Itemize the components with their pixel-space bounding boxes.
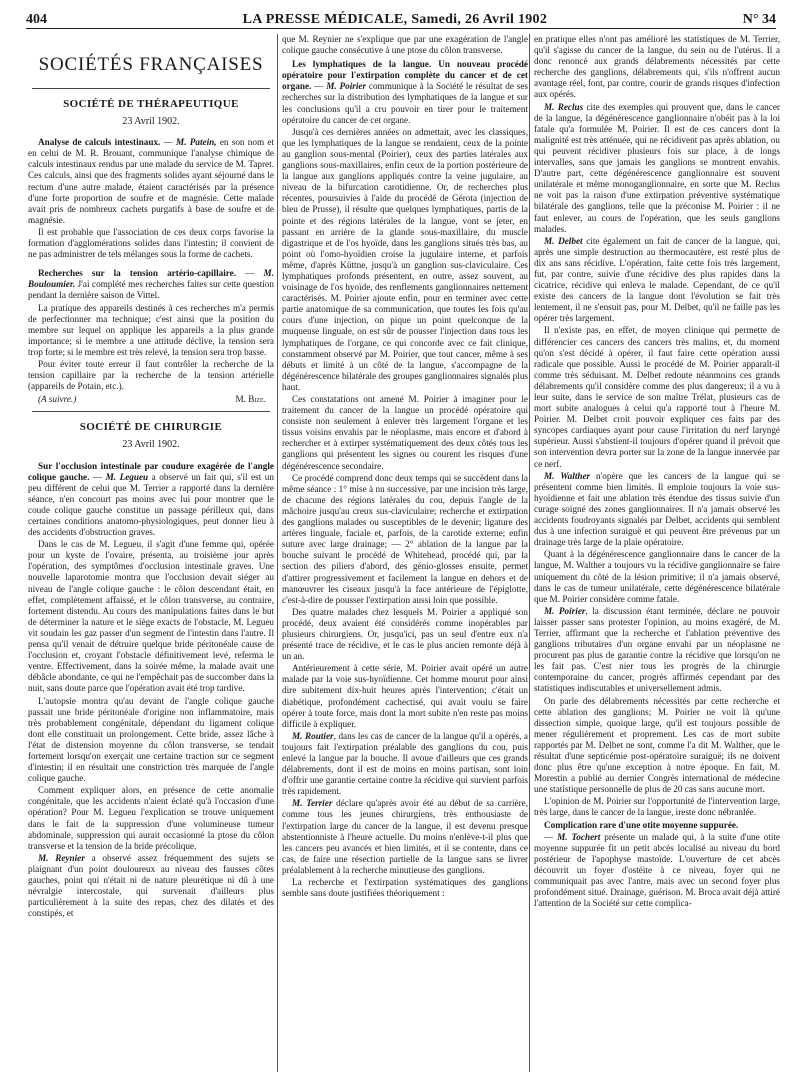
article-paragraph: Les lymphatiques de la langue. Un nouveau procédé opératoire pour l'extirpation complète du cancer et de cet organe. — M. Poirier communique à la Société le résultat de ses recherches sur la distribution des lymphatiques de la langue et sur les conclusions qu'il a cru pouvoir en tirer pour le traitement opératoire du cancer de cet organe. xyxy=(282,59,528,125)
article-paragraph: L'opinion de M. Poirier sur l'opportunité de l'intervention large, très large, dans le cancer de la langue, ireste donc nébranlée. xyxy=(534,796,780,818)
article-paragraph: M. Reclus cite des exemples qui prouvent que, dans le cancer de la langue, la dégénérescence ganglionnaire n'obéit pas à la loi fatale qu'a formulée M. Poirier. Il est de ces cancers dont la malignité est très atténuée, qui ne récidivent pas après ablation, ou qui peuvent récidiver plusieurs fois sur place, à de longs intervalles, sans que jamais les ganglions se montrent envahis. D'autre part, cette dégénérescence ganglionnaire est souvent unilatérale et même monoganglionnaire, en sorte que M. Reclus ne voit pas la raison d'une extirpation préventive systématique bilatérale des ganglions, telle que la préconise M. Poirier : il ne faut enlever, au cours de l'opération, que les seuls ganglions malades. xyxy=(534,101,780,234)
author-name: M. Tochert xyxy=(557,831,601,842)
journal-title: LA PRESSE MÉDICALE, Samedi, 26 Avril 1902 xyxy=(242,12,548,27)
article-paragraph: Il n'existe pas, en effet, de moyen clinique qui permette de différencier ces cancers des cancers très malins, et, du moment qu'on s'est décidé à opérer, il faut faire cette opération aussi radicale que possible. Aussi le procédé de M. Poirier apparaît-il comme très séduisant. M. Delbet redoute néanmoins ces grands délabrements qu'il considère comme des plus dangereux; il a vu à leur suite, dans le service de son maître Trélat, plusieurs cas de mort subite analogues à celui qu'a rapporté tout à l'heure M. Poirier. M. Delbet croit pouvoir expliquer ces faits par des syncopes cardiaques ayant pour cause l'irritation du nerf laryngé supérieur. Aussi s'abstient-il toujours d'opérer quand il prévoit que son intervention devra porter sur la zone de la langue innervée par ce nerf. xyxy=(534,325,780,469)
article-paragraph: Comment expliquer alors, en présence de cette anomalie congénitale, que les accidents n'aient éclaté qu'à l'occasion d'une opération? Pour M. Legueu l'explication se trouve uniquement dans le fait de la suppression d'une volumineuse tumeur abdominale, suppression qui aurait occasionné la ptose du côlon transverse et la tension de la bride précolique. xyxy=(28,785,274,851)
article-paragraph: Dans le cas de M. Legueu, il s'agit d'une femme qui, opérée pour un kyste de l'ovaire, présenta, au troisième jour après l'opération, des symptômes d'occlusion intestinale graves. Une nouvelle laparotomie montra que l'occlusion devait siéger au niveau de l'angle colique gauche : le côlon descendant était, en effet, complètement affaissé, et le côlon transverse, au contraire, fortement distendu. Au cours des manipulations faites dans le but de déterminer la nature et le siège exacts de l'obstacle, M. Legueu vit soudain les gaz passer d'un segment de l'intestin dans l'autre. Il pensa qu'il venait de détruire quelque bride péritonéale cause de l'occlusion et, croyant l'obstacle définitivement levé, referma le ventre. Effectivement, dans la soirée même, la malade avait une débâcle abondante, ce qui ne l'empêchait pas de succomber dans la nuit, sans doute parce que l'opération avait été trop tardive. xyxy=(28,539,274,694)
article-heading: Complication rare d'une otite moyenne suppurée. xyxy=(544,819,739,830)
article-heading: Les lymphatiques de la langue. Un nouveau procédé opératoire pour l'extirpation complète du cancer et de cet organe. xyxy=(282,59,528,92)
article-paragraph: L'autopsie montra qu'au devant de l'angle colique gauche passait une bride péritonéale d'origine non inflammatoire, mais très probablement congénitale, dépendant du ligament colique dont elle constituait un prolongement. Cette bride, assez lâche à l'état de distension moyenne du côlon transverse, se tendait fortement lorsqu'on exerçait une certaine traction sur ce segment d'intestin; il en résultait une constriction très marquée de l'angle colique gauche. xyxy=(28,695,274,784)
title-rule xyxy=(32,88,270,89)
society-name: SOCIÉTÉ DE CHIRURGIE xyxy=(79,421,223,434)
article-heading: Sur l'occlusion intestinale par coudure exagérée de l'angle colique gauche. xyxy=(28,460,274,482)
page-number: 404 xyxy=(26,12,47,27)
author-name: M. Bouloumier. xyxy=(28,268,274,290)
article-paragraph: que M. Reynier ne s'explique que par une exagération de l'angle colique gauche consécutive à une ptose du côlon transverse. xyxy=(282,34,528,56)
article-paragraph: M. Poirier, la discussion étant terminée, déclare ne pouvoir laisser passer sans protester l'opinion, au moins exagéré, de M. Terrier, affirmant que la recherche et l'ablation préventive des ganglions tributaires d'un organe envahi par un néoplasme ne procurent pas plus de garantie contre la récidive que lorsqu'on ne les fait pas. C'est nier tous les progrès de la chirurgie contemporaine du cancer, progrès affirmés cependant par des statistiques indiscutables et universellement admis. xyxy=(534,605,780,694)
article-paragraph: Analyse de calculs intestinaux. — M. Patein, en son nom et en celui de M. R. Brouant, communique l'analyse chimique de calculs intestinaux rendus par une malade du service de M. Tapret. Ces calculs, ainsi que des fragments solides ayant séjourné dans le rectum d'une autre malade, étaient caractérisés par la présence d'une forte proportion de soufre et de magnésie. Cette malade avait pris de nombreux cachets purgatifs à base de soufre et de magnésie. xyxy=(28,137,274,225)
article-paragraph: Jusqu'à ces dernières années on admettait, avec les classiques, que les lymphatiques de la langue se rendaient, ceux de la pointe au ganglion sous-mental (Poirier), ceux des parties latérales aux ganglions sous-maxillaires, enfin ceux de la portion postérieure de la langue aux ganglions appliqués contre la veine jugulaire, au niveau de la bifurcation carotidienne. Or, de recherches plus récentes, poursuivies à l'aide du procédé de Gérota (injection de bleu de Prusse), il résulte que quelques lymphatiques, partis de la pointe et des régions latérales de la langue, vont se jeter, en passant en arrière de la glande sous-maxillaire, du muscle digastrique et de l'os hyoïde, dans les ganglions situés très bas, au point où l'omo-hyoïdien croise la jugulaire interne, et parfois même, d'après Küttne, jusqu'à un ganglion sus-claviculaire. Ces lymphatiques profonds présentent, en outre, assez souvent, au voisinage de l'os hyoïde, des renflements ganglionnaires nettement caractérisés. M. Poirier ajoute enfin, pour en terminer avec cette partie anatomique de sa communication, que toutes les fois qu'au cours d'une injection, on pique un point quelconque de la muqueuse linguale, on est sûr de pousser l'injection dans tous les lymphatiques de l'organe, ce qui concorde avec ce fait clinique, constamment observé par M. Poirier, que tout cancer, même à ses débuts et limité à un côté de la langue, s'accompagne de la dégénérescence bilatérale des groupes ganglionnaires signalés plus haut. xyxy=(282,126,528,392)
article-paragraph: Ces constatations ont amené M. Poirier à imaginer pour le traitement du cancer de la langue un procédé opératoire qui consiste non seulement à enlever très largement l'organe et les tissus voisins envahis par le néoplasme, mais encore et d'abord à rechercher et à extirper systématiquement des deux côtés tous les ganglions qui présentent les signes ou courent les risques d'une dégénérescence secondaire. xyxy=(282,394,528,471)
column-2 xyxy=(282,34,528,1074)
article-paragraph: M. Terrier déclare qu'après avoir été au début de sa carrière, comme tous les jeunes chirurgiens, très enthousiaste de l'extirpation large du cancer de la langue, il est devenu presque abstentionniste à l'heure actuelle. Du moins n'enlève-t-il plus que les cancers peu avancés et bien limités, et il se contente, dans ce cas, de faire une résection partielle de la langue sans se livrer préalablement à la recherche minutieuse des ganglions. xyxy=(282,798,528,875)
article-paragraph: en pratique elles n'ont pas amélioré les statistiques de M. Terrier, qu'il s'agisse du cancer de la langue, du sein ou de l'utérus. Il a donc renoncé aux grands délabrements nécessités par cette recherche des ganglions, délabrements qui, s'ils n'offrent aucun avantage réel, font, par contre, courir de grands risques d'infection aux opérés. xyxy=(534,34,780,100)
reporter-signature: M. Bize. xyxy=(235,394,266,405)
article-paragraph: M. Routier, dans les cas de cancer de la langue qu'il a opérés, a toujours fait l'extirpation préalable des ganglions du cou, puis enlevé la langue par la bouche. Il avoue d'ailleurs que ces grands délabrements, dont il est de moins en moins partisan, sont loin d'offrir une garantie certaine contre la récidive qui survient parfois très rapidement. xyxy=(282,730,528,797)
session-date: 23 Avril 1902. xyxy=(122,116,180,128)
article-paragraph: La pratique des appareils destinés à ces recherches m'a permis de perfectionner ma technique; c'est ainsi que la position du membre sur lequel on applique les appareils a la plus grande importance; si le membre a une attitude déclive, la tension sera trop forte; si le membre est très relevé, la tension sera trop basse. xyxy=(28,302,274,357)
article-paragraph: M. Reynier a observé assez fréquemment des sujets se plaignant d'un point douloureux au niveau des fausses côtes gauches, point qui n'était ni de nature pleurétique ni dû à une névralgie intercostale, qui survenait d'ailleurs plus particulièrement à la suite des repas, chez des dilatés et des constipés, et xyxy=(28,852,274,919)
article-paragraph: Recherches sur la tension artério-capillaire. — M. Bouloumier. J'ai complété mes recherches faites sur cette question pendant la dernière saison de Vittel. xyxy=(28,268,274,301)
article-paragraph: Il est probable que l'association de ces deux corps favorise la formation d'agglomérations solides dans l'intestin; il convient de ne pas administrer de tels mélanges sous la forme de cachets. xyxy=(28,226,274,260)
author-name: M. Legueu xyxy=(105,471,149,482)
section-rule xyxy=(32,411,270,412)
author-name: M. Reynier xyxy=(38,852,85,863)
author-name: M. Routier xyxy=(292,730,334,741)
author-name: M. Terrier xyxy=(292,798,333,809)
column-3 xyxy=(534,34,780,1074)
section-title: SOCIÉTÉS FRANÇAISES xyxy=(38,54,264,75)
article-paragraph: Ce procédé comprend donc deux temps qui se succèdent dans la même séance : 1° mise à nu successive, par une incision très large, de chacune des régions latérales du cou, depuis l'angle de la mâchoire jusqu'au creux sus-claviculaire; recherche et extirpation des ganglions malades ou susceptibles de le devenir; ligature des artères linguale, faciale et, parfois, de la carotide externe; enfin suture avec large drainage; — 2° ablation de la langue par la bouche suivant le procédé de Whitehead, procédé qui, par la section des piliers d'abord, des génio-glosses ensuite, permet d'attirer progressivement et facilement la langue en dehors et de manœuvrer les ciseaux jusqu'à la face antérieure de l'épiglotte, c'est-à-dire de pousser l'extirpation aussi loin que possible. xyxy=(282,472,528,605)
article-paragraph: Quant à la dégénérescence ganglionnaire dans le cancer de la langue, M. Walther a toujours vu la récidive ganglionnaire se faire uniquement du côté de la lésion primitive; il n'a jamais observé, dans le cas de tumeur unilatérale, cette dégénérescence bilatérale que M. Poirier considère comme fatale. xyxy=(534,549,780,604)
continuation-note: (A suivre.) xyxy=(38,394,77,405)
session-date: 23 Avril 1902. xyxy=(122,439,180,451)
signature-line xyxy=(28,394,274,405)
article-heading: Analyse de calculs intestinaux. xyxy=(38,137,161,148)
column-1 xyxy=(28,34,274,1074)
article-paragraph: La recherche et l'extirpation systématiques des ganglions semble sans doute justifiées théoriquement : xyxy=(282,877,528,899)
author-name: M. Poirier xyxy=(326,81,367,92)
article-heading: Recherches sur la tension artério-capillaire. xyxy=(38,268,237,279)
author-name: M. Patein, xyxy=(176,137,217,148)
society-name: SOCIÉTÉ DE THÉRAPEUTIQUE xyxy=(63,98,239,110)
article-paragraph: On parle des délabrements nécessités par cette recherche et cette ablation des ganglions; M. Poirier ne voit là qu'une dissection simple, quoique large, qu'il est toujours possible de mener régulièrement et proprement. Les cas de mort subite rapportés par M. Delbet ne sont, comme l'a dit M. Walther, que le résultat d'une septicémie post-opératoire suraiguë; ils ne doivent donc plus être qu'une exception à notre époque. En fait, M. Morestin a publié au dernier Congrès international de médecine une statistique personnelle de plus de 20 cas sans aucune mort. xyxy=(534,695,780,795)
article-paragraph: — M. Tochert présente un malade qui, à la suite d'une otite moyenne suppurée fit un petit abcès localisé au niveau du bord postérieur de l'apophyse mastoïde. L'ouverture de cet abcès découvrit un foyer d'ostéite à ce niveau, foyer qui ne communiquait pas avec l'antre, mais avec un second foyer plus profondément situé. Drainage, guérison. M. Broca avait déjà attiré l'attention de la Société sur cette complica- xyxy=(534,831,780,909)
article-paragraph: Des quatre malades chez lesquels M. Poirier a appliqué son procédé, deux avaient été considérés comme inopérables par plusieurs chirurgiens. Or, jusqu'ici, pas un seul d'entre eux n'a présenté trace de récidive, et le cas le plus ancien remonte déjà à un an. xyxy=(282,606,528,662)
author-name: M. Walther xyxy=(544,470,591,481)
page-header xyxy=(26,6,776,29)
article-paragraph: M. Walther n'opère que les cancers de la langue qui se présentent comme bien limités. Il emploie toujours la voie sus-hyoïdienne et fait une ablation très étendue des tissus suivie d'un curage soigné des zones ganglionnaires. Il n'a jamais observé les accidents foudroyants signalés par Delbet, accidents qui semblent dus à une infection suraiguë et qui peuvent être prévenus par un drainage très large de la plaie opératoire. xyxy=(534,470,780,548)
article-paragraph: Pour éviter toute erreur il faut contrôler la recherche de la tension capillaire par la recherche de la tension artérielle (appareils de Potain, etc.). xyxy=(28,358,274,392)
issue-number: N° 34 xyxy=(742,12,776,27)
author-name: M. Reclus xyxy=(544,101,584,112)
article-paragraph: Sur l'occlusion intestinale par coudure exagérée de l'angle colique gauche. — M. Legueu a observé un fait qui, s'il est un peu différent de celui que M. Terrier a rapporté dans la dernière séance, n'en concourt pas moins avec lui pour montrer que le coude colique gauche constitue un passage périlleux qui, dans certaines conditions anatomo-physiologiques, peut donner lieu à des accidents d'obstruction graves. xyxy=(28,460,274,538)
column-divider xyxy=(529,34,530,1072)
author-name: M. Delbet xyxy=(544,235,583,246)
article-paragraph: M. Delbet cite également un fait de cancer de la langue, qui, après une simple destruction au thermocautère, est resté plus de dix ans sans récidive. L'opération, faite cette fois très largement, fut, par contre, suivie d'une récidive des plus rapides dans la cicatrice, récidive qui enleva le malade. Cependant, de ce qu'il existe des cancers de la langue dont l'évolution se fait très lentement, il ne s'ensuit pas, pour M. Delbet, qu'il ne faille pas les opérer très largement. xyxy=(534,235,780,324)
author-name: M. Poirier xyxy=(544,605,586,616)
column-divider xyxy=(277,34,278,1072)
article-paragraph: Antérieurement à cette série, M. Poirier avait opéré un autre malade par la voie sus-hyoïdienne. Cet homme mourut pour ainsi dire subitement dix-huit heures après l'intervention; c'était un diabétique, profondément cachectisé, qui avait voulu se faire opérer à toute force, mais dont la mort subite n'en reste pas moins difficile à expliquer. xyxy=(282,663,528,729)
